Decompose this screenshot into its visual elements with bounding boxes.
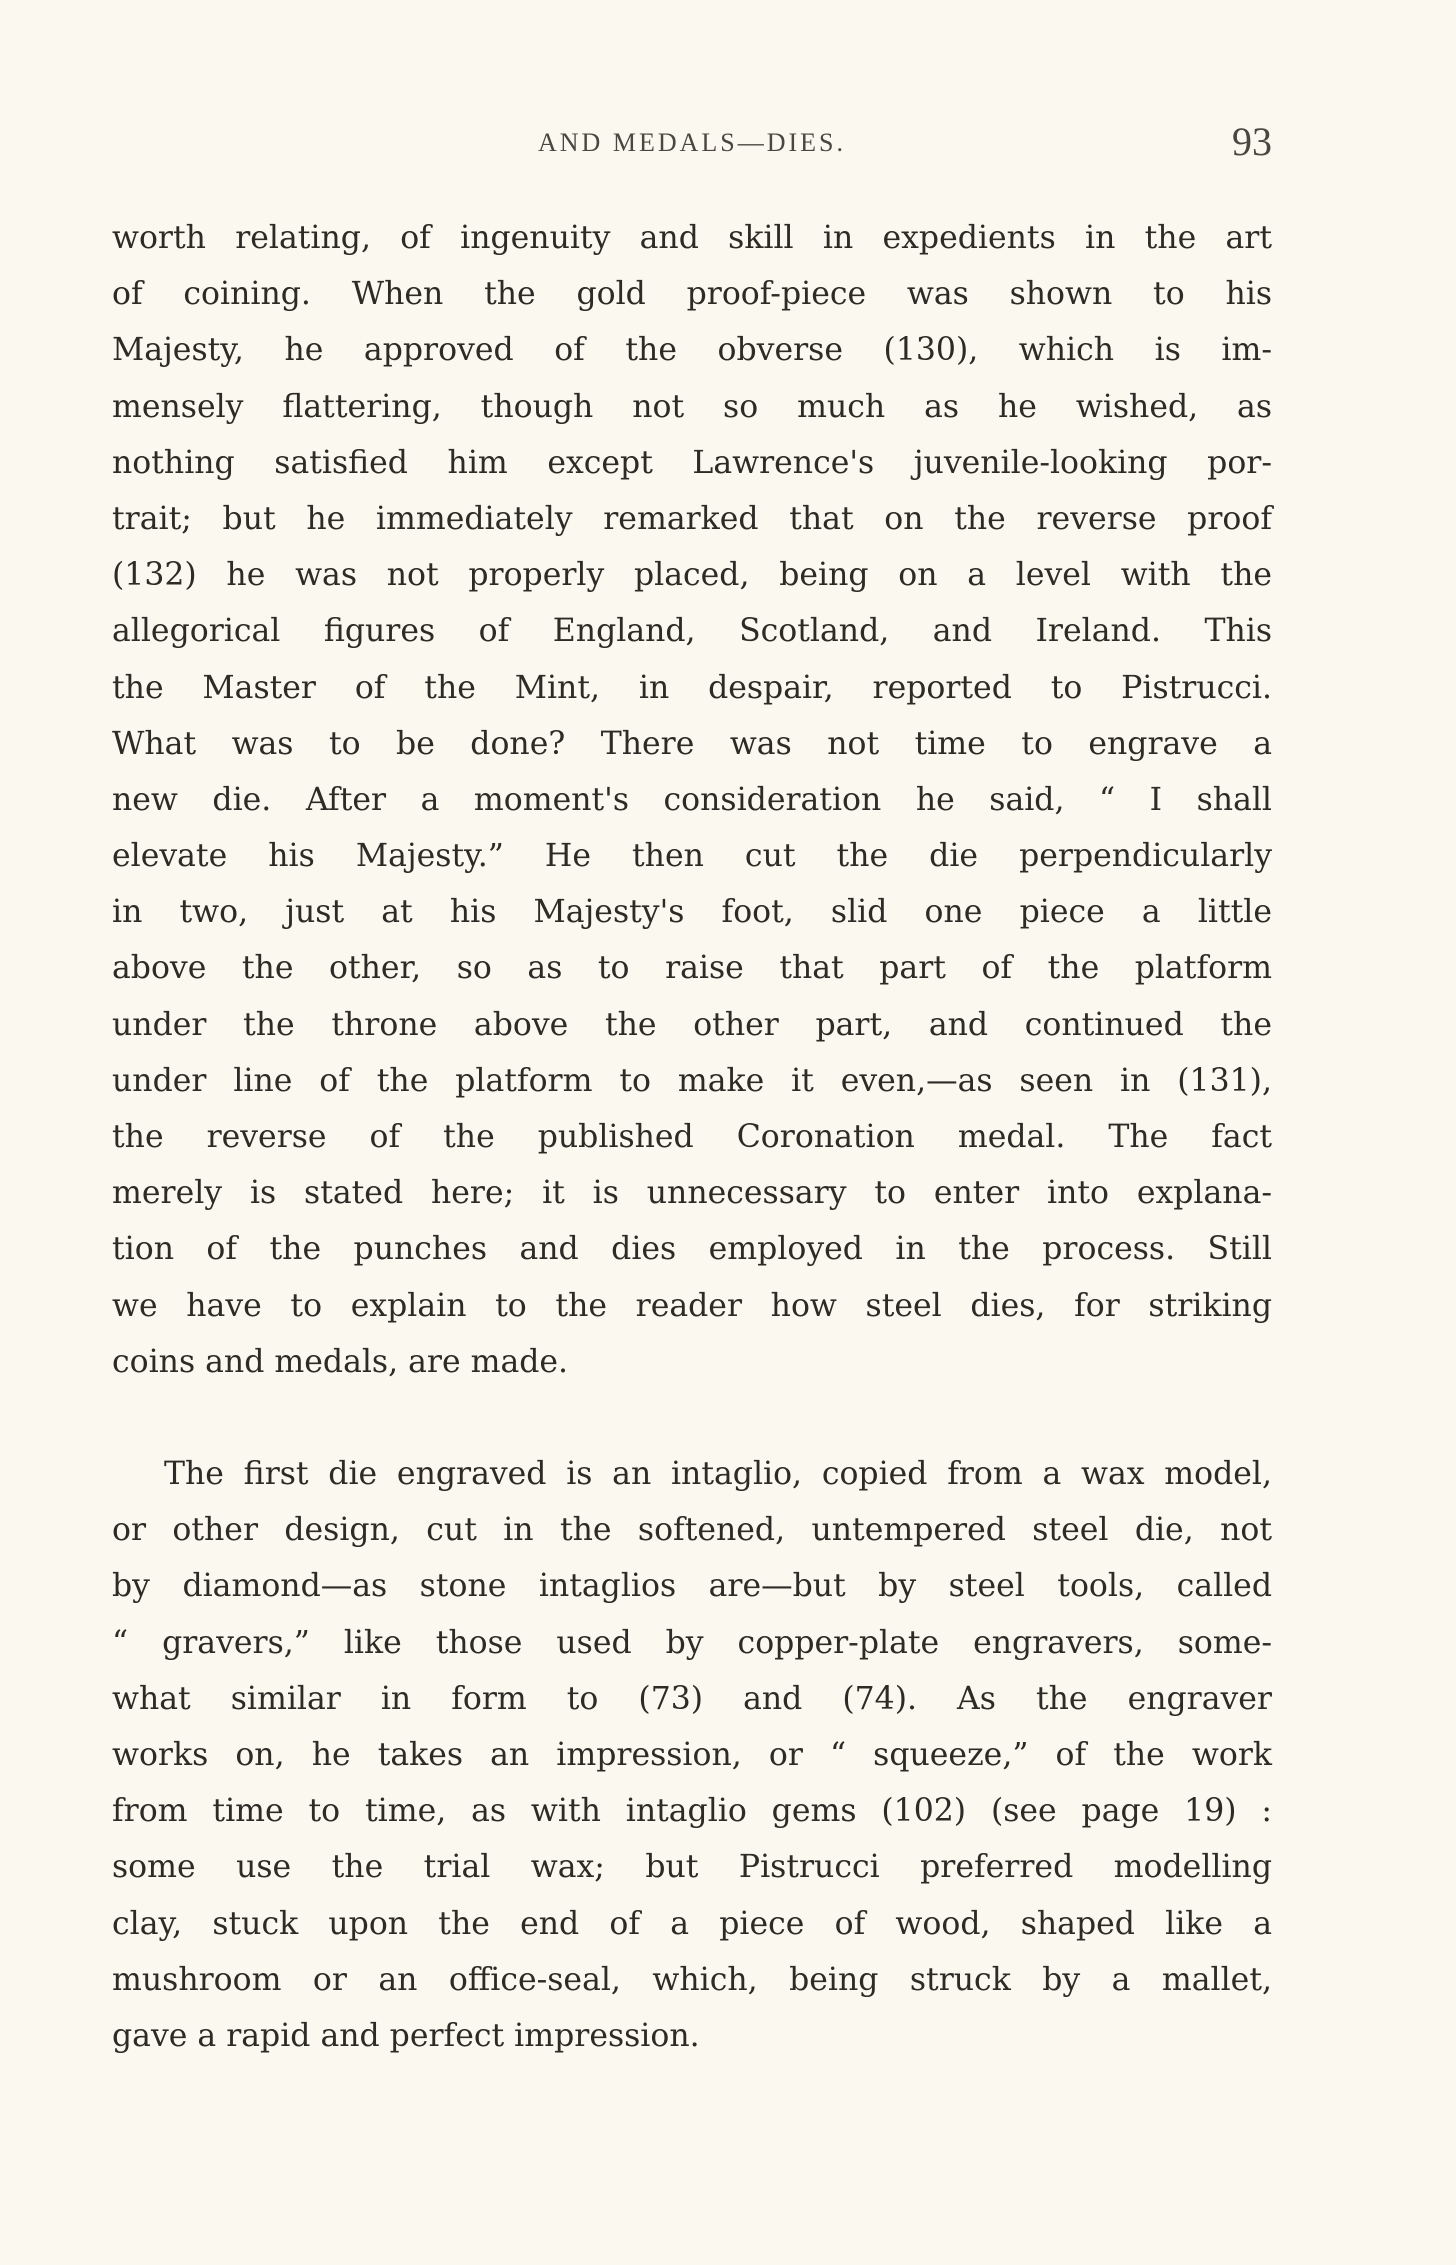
text-line: new die. After a moment's consideration he said, “ I shall (112, 781, 1272, 818)
text-line: by diamond—as stone intaglios are—but by steel tools, called (112, 1568, 1272, 1605)
text-line: under the throne above the other part, and continued the (112, 1006, 1272, 1043)
text-line: gave a rapid and perfect impression. (112, 2017, 700, 2054)
text-line: the reverse of the published Coronation medal. The fact (112, 1119, 1272, 1155)
text-line: some use the trial wax; but Pistrucci preferred modelling (112, 1849, 1272, 1886)
text-line: from time to time, as with intaglio gems (102) (see page 19) : (112, 1793, 1272, 1830)
paragraph-2 (112, 1446, 1272, 2064)
text-line: nothing satisfied him except Lawrence's juvenile-looking por- (112, 444, 1272, 481)
text-line: mushroom or an office-seal, which, being struck by a mallet, (112, 1961, 1272, 1998)
text-line: under line of the platform to make it even,—as seen in (131), (112, 1062, 1272, 1099)
text-line: allegorical figures of England, Scotland, and Ireland. This (112, 613, 1272, 650)
text-line: (132) he was not properly placed, being on a level with the (112, 557, 1272, 594)
paragraph-1 (112, 210, 1272, 1390)
text-line: “ gravers,” like those used by copper-plate engravers, some- (112, 1624, 1272, 1661)
text-line: trait; but he immediately remarked that on the reverse proof (112, 500, 1272, 537)
text-line: the Master of the Mint, in despair, reported to Pistrucci. (112, 669, 1272, 706)
text-line: tion of the punches and dies employed in the process. Still (112, 1231, 1272, 1268)
text-line: What was to be done? There was not time to engrave a (112, 725, 1272, 762)
text-line: Majesty, he approved of the obverse (130), which is im- (112, 332, 1272, 369)
text-line: or other design, cut in the softened, untempered steel die, not (112, 1512, 1272, 1549)
text-line: works on, he takes an impression, or “ squeeze,” of the work (112, 1736, 1272, 1773)
text-line: worth relating, of ingenuity and skill in expedients in the art (112, 220, 1272, 256)
text-line: above the other, so as to raise that part of the platform (112, 950, 1272, 987)
page-number: 93 (1232, 119, 1272, 164)
text-line: what similar in form to (73) and (74). As the engraver (112, 1680, 1272, 1717)
text-line: merely is stated here; it is unnecessary to enter into explana- (112, 1175, 1272, 1212)
text-line: we have to explain to the reader how steel dies, for striking (112, 1287, 1272, 1324)
text-line: coins and medals, are made. (112, 1343, 569, 1380)
running-head-title: AND MEDALS—DIES. (538, 128, 846, 157)
text-line: The first die engraved is an intaglio, copied from a wax model, (164, 1456, 1272, 1492)
text-line: mensely flattering, though not so much as he wished, as (112, 388, 1272, 425)
running-head (112, 118, 1272, 168)
text-line: clay, stuck upon the end of a piece of wood, shaped like a (112, 1905, 1272, 1942)
text-line: of coining. When the gold proof-piece was shown to his (112, 276, 1272, 313)
text-line: in two, just at his Majesty's foot, slid one piece a little (112, 894, 1272, 931)
text-line: elevate his Majesty.” He then cut the die perpendicularly (112, 838, 1272, 875)
